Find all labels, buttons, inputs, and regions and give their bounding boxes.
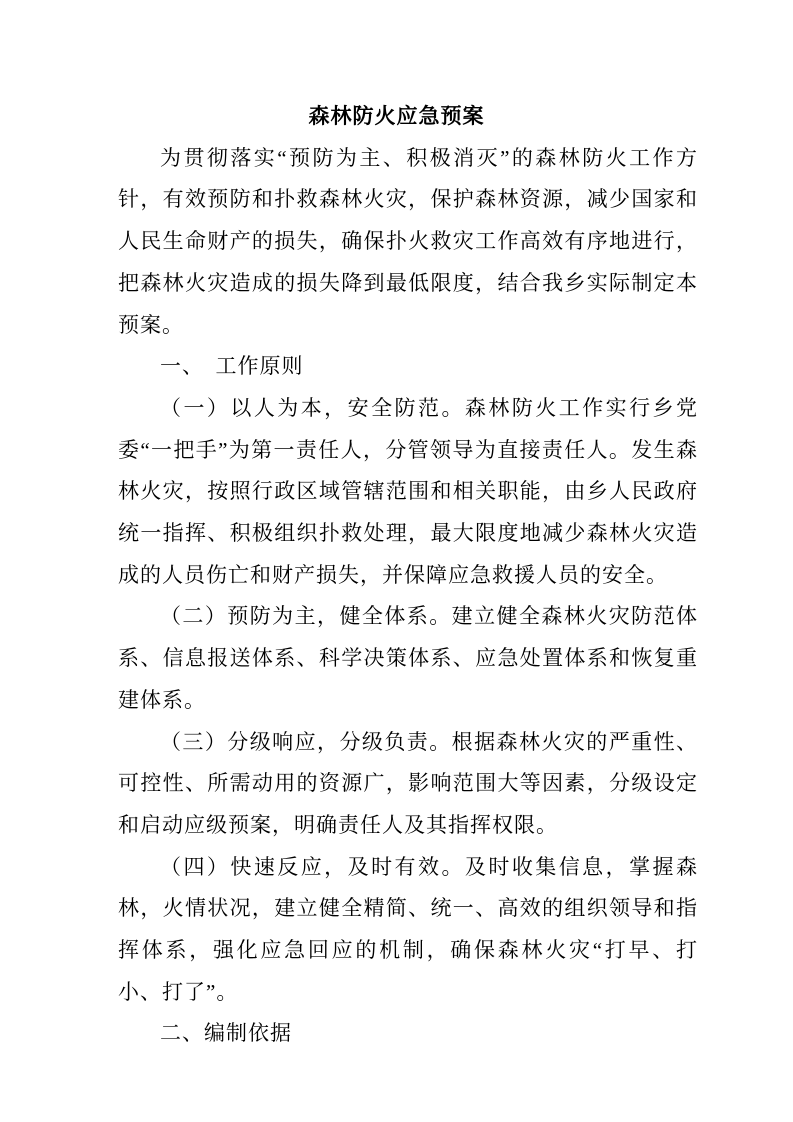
paragraph-principle-3: （三）分级响应，分级负责。根据森林火灾的严重性、可控性、所需动用的资源广，影响范围大等因素，分级设定和启动应级预案，明确责任人及其指挥权限。 xyxy=(118,729,698,837)
paragraph-principle-2: （二）预防为主，健全体系。建立健全森林火灾防范体系、信息报送体系、科学决策体系、应急处置体系和恢复重建体系。 xyxy=(118,604,698,712)
paragraph-intro: 为贯彻落实“预防为主、积极消灭”的森林防火工作方针，有效预防和扑救森林火灾，保护森林资源，减少国家和人民生命财产的损失，确保扑火救灾工作高效有序地进行，把森林火灾造成的损失降到最低限度，结合我乡实际制定本预案。 xyxy=(118,145,698,337)
heading-section-1-work-principles: 一、 工作原则 xyxy=(160,354,304,379)
heading-section-2-compilation-basis: 二、编制依据 xyxy=(160,1021,292,1046)
document-title: 森林防火应急预案 xyxy=(308,104,485,128)
paragraph-principle-4: （四）快速反应，及时有效。及时收集信息，掌握森林，火情状况，建立健全精简、统一、高效的组织领导和指挥体系，强化应急回应的机制，确保森林火灾“打早、打小、打了”。 xyxy=(118,854,698,1004)
document-body xyxy=(0,138,793,1055)
paragraph-principle-1: （一）以人为本，安全防范。森林防火工作实行乡党委“一把手”为第一责任人，分管领导为直接责任人。发生森林火灾，按照行政区域管辖范围和相关职能，由乡人民政府统一指挥、积极组织扑救处理，最大限度地减少森林火灾造成的人员伤亡和财产损失，并保障应急救援人员的安全。 xyxy=(118,395,698,587)
